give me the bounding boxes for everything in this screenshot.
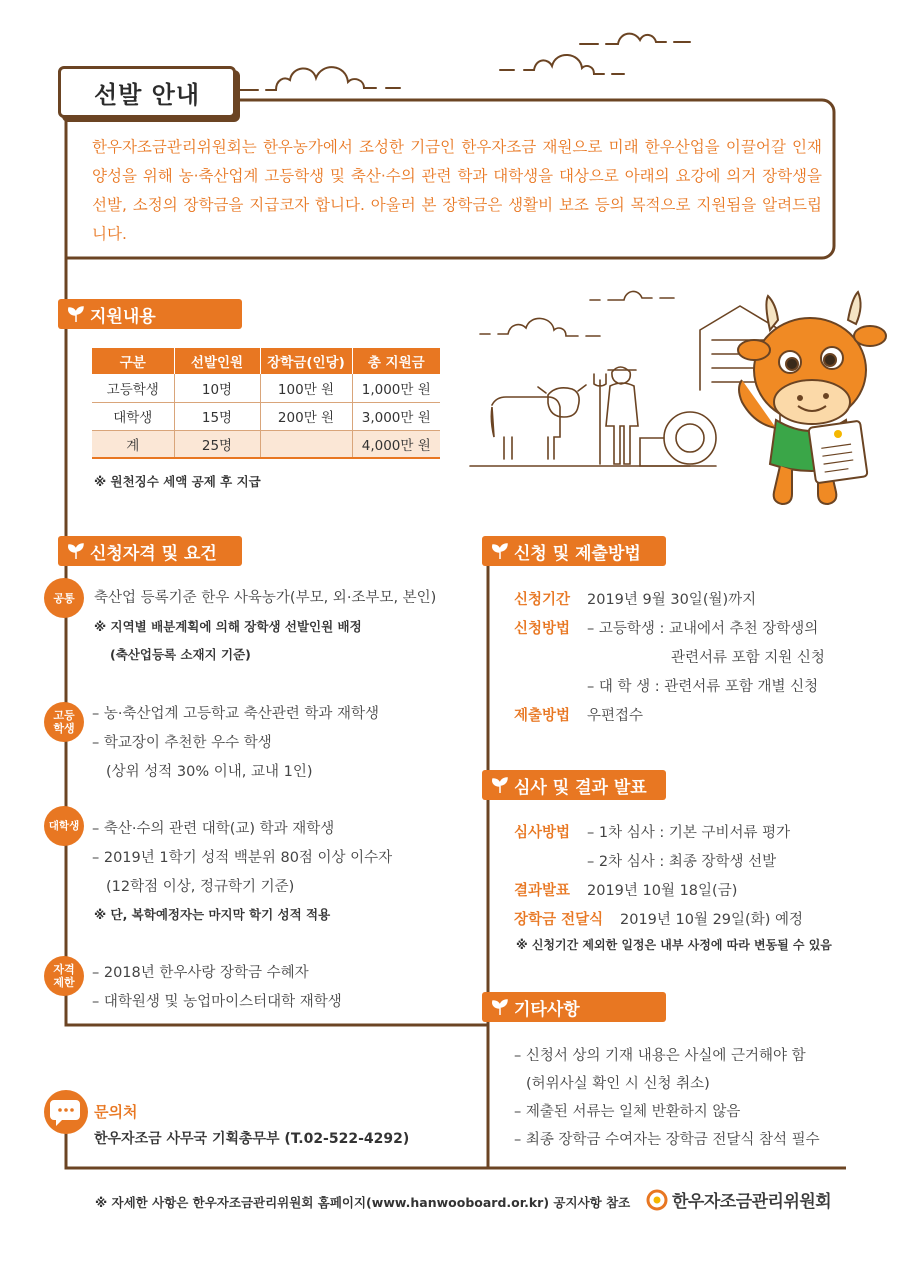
table-cell <box>260 430 352 458</box>
table-cell: 200만 원 <box>260 402 352 430</box>
section-header-support <box>58 299 242 329</box>
review-note: ※ 신청기간 제외한 일정은 내부 사정에 따라 변동될 수 있음 <box>516 938 832 952</box>
review-result-label: 결과발표 <box>514 883 571 899</box>
table-cell: 1,000만 원 <box>352 374 440 402</box>
review-method-line: – 1차 심사 : 기본 구비서류 평가 <box>587 825 791 841</box>
sprout-icon <box>490 541 510 561</box>
logo-text: 한우자조금관리위원회 <box>672 1192 832 1212</box>
table-cell: 대학생 <box>92 402 174 430</box>
chat-phone-icon <box>44 1090 88 1134</box>
page-title: 선발 안내 <box>58 66 236 118</box>
eligibility-univ-note: ※ 단, 복학예정자는 마지막 학기 성적 적용 <box>94 907 331 922</box>
section-header-etc <box>482 992 666 1022</box>
application-submit-value: 우편접수 <box>587 708 644 724</box>
table-cell: 10명 <box>174 374 260 402</box>
table-cell: 100만 원 <box>260 374 352 402</box>
column-header: 선발인원 <box>174 348 260 374</box>
eligibility-high-line: – 학교장이 추천한 우수 학생 <box>92 735 272 751</box>
sprout-icon <box>490 997 510 1017</box>
eligibility-restrict-line: – 대학원생 및 농업마이스터대학 재학생 <box>92 994 342 1010</box>
table-total-row <box>92 430 440 458</box>
table-cell: 3,000만 원 <box>352 402 440 430</box>
section-title: 지원내용 <box>90 306 156 327</box>
application-method-high: – 고등학생 : 교내에서 추천 장학생의 <box>587 621 819 637</box>
badge-text: 고등 <box>53 709 75 722</box>
application-period-label: 신청기간 <box>514 592 571 608</box>
contact-label: 문의처 <box>94 1103 138 1121</box>
table-row <box>92 402 440 430</box>
eligibility-restrict-line: – 2018년 한우사랑 장학금 수혜자 <box>92 965 309 981</box>
logo-icon <box>646 1189 668 1211</box>
badge-text: 제한 <box>53 976 75 989</box>
sprout-icon <box>490 775 510 795</box>
intro-paragraph: 한우자조금관리위원회는 한우농가에서 조성한 기금인 한우자조금 재원으로 미래 한우산업을 이끌어갈 인재 양성을 위해 농·축산업계 고등학생 및 축산·수의 관련 학과 대학생을 대상으로 아래의 요강에 의거 장학생을 선발, 소정의 장학금을 지급코자 합니다. 아울러 본 장학금은 생활비 보조 등의 목적으로 지원됨을 알려드립니다. <box>92 138 822 243</box>
column-header: 구분 <box>92 348 174 374</box>
cow-mascot <box>738 292 886 504</box>
section-title: 심사 및 결과 발표 <box>514 777 647 798</box>
review-result-value: 2019년 10월 18일(금) <box>587 883 738 899</box>
etc-line: – 신청서 상의 기재 내용은 사실에 근거해야 함 <box>514 1048 806 1064</box>
eligibility-common-note: ※ 지역별 배분계획에 의해 장학생 선발인원 배정 <box>94 619 362 634</box>
review-method-label: 심사방법 <box>514 825 571 841</box>
section-title: 기타사항 <box>514 999 580 1020</box>
application-method-high-cont: 관련서류 포함 지원 신청 <box>671 650 825 666</box>
sprout-icon <box>66 304 86 324</box>
section-header-review <box>482 770 666 800</box>
badge-university: 대학생 <box>44 806 84 846</box>
table-cell: 계 <box>92 430 174 458</box>
support-note: ※ 원천징수 세액 공제 후 지급 <box>94 474 261 489</box>
table-cell: 4,000만 원 <box>352 430 440 458</box>
section-title: 신청자격 및 요건 <box>90 543 217 564</box>
review-delivery-value: 2019년 10월 29일(화) 예정 <box>620 912 803 928</box>
review-method-line: – 2차 심사 : 최종 장학생 선발 <box>587 854 777 870</box>
eligibility-common-note-sub: (축산업등록 소재지 기준) <box>110 647 251 662</box>
application-submit-label: 제출방법 <box>514 708 571 724</box>
badge-high-school <box>44 702 84 742</box>
contact-value: 한우자조금 사무국 기획총무부 (T.02-522-4292) <box>94 1131 410 1147</box>
sprout-icon <box>66 541 86 561</box>
organization-logo <box>646 1187 831 1212</box>
eligibility-high-line: (상위 성적 30% 이내, 교내 1인) <box>106 764 313 780</box>
etc-line: – 최종 장학금 수여자는 장학금 전달식 참석 필수 <box>514 1132 820 1148</box>
badge-restriction <box>44 956 84 996</box>
application-period-value: 2019년 9월 30일(월)까지 <box>587 592 757 608</box>
column-header: 총 지원금 <box>352 348 440 374</box>
eligibility-common-line: 축산업 등록기준 한우 사육농가(부모, 외·조부모, 본인) <box>94 590 437 606</box>
column-header: 장학금(인당) <box>260 348 352 374</box>
etc-line: – 제출된 서류는 일체 반환하지 않음 <box>514 1104 741 1120</box>
table-cell: 고등학생 <box>92 374 174 402</box>
eligibility-high-line: – 농·축산업계 고등학교 축산관련 학과 재학생 <box>92 706 380 722</box>
badge-common: 공통 <box>44 578 84 618</box>
badge-text: 학생 <box>53 722 75 735</box>
section-title: 신청 및 제출방법 <box>514 543 641 564</box>
application-method-univ: – 대 학 생 : 관련서류 포함 개별 신청 <box>587 679 819 695</box>
eligibility-univ-line: – 축산·수의 관련 대학(교) 학과 재학생 <box>92 821 335 837</box>
section-header-application <box>482 536 666 566</box>
footer-note: ※ 자세한 사항은 한우자조금관리위원회 홈페이지(www.hanwooboard.or.kr) 공지사항 참조 <box>95 1195 631 1210</box>
table-row <box>92 374 440 402</box>
table-header-row <box>92 348 440 374</box>
support-table <box>92 348 440 459</box>
eligibility-univ-line: (12학점 이상, 정규학기 기준) <box>106 879 295 895</box>
application-method-label: 신청방법 <box>514 621 571 637</box>
table-cell: 25명 <box>174 430 260 458</box>
etc-line: (허위사실 확인 시 신청 취소) <box>526 1076 710 1092</box>
section-header-eligibility <box>58 536 242 566</box>
review-delivery-label: 장학금 전달식 <box>514 912 604 928</box>
eligibility-univ-line: – 2019년 1학기 성적 백분위 80점 이상 이수자 <box>92 850 393 866</box>
table-cell: 15명 <box>174 402 260 430</box>
badge-text: 자격 <box>53 963 75 976</box>
